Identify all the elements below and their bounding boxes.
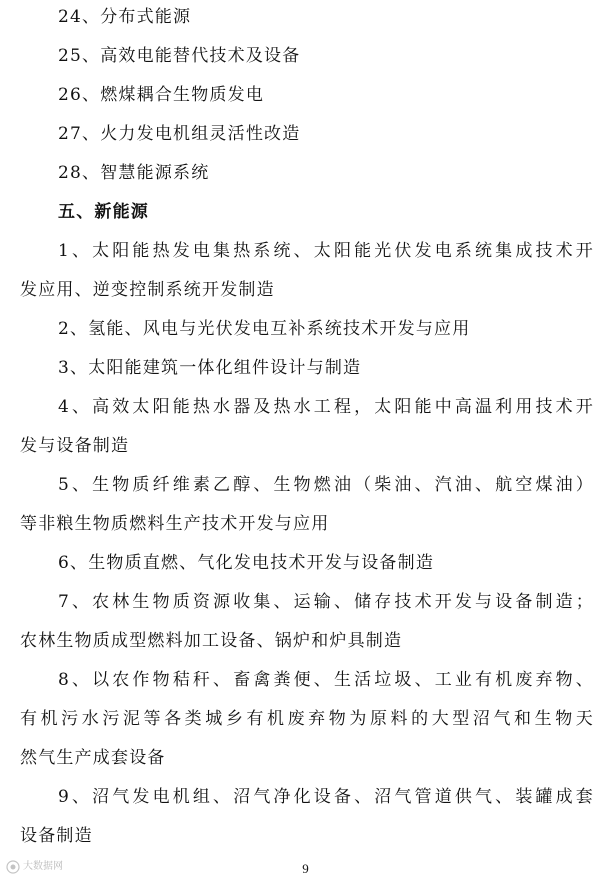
paragraph-line: 2、氢能、风电与光伏发电互补系统技术开发与应用 — [58, 319, 471, 339]
paragraph-line: 发应用、逆变控制系统开发制造 — [20, 280, 275, 300]
paragraph-line: 7、农林生物质资源收集、运输、储存技术开发与设备制造； — [58, 592, 594, 612]
paragraph-line: 有机污水污泥等各类城乡有机废弃物为原料的大型沼气和生物天 — [20, 709, 594, 729]
paragraph-line: 发与设备制造 — [20, 436, 130, 456]
paragraph-line: 然气生产成套设备 — [20, 748, 166, 768]
list-item: 28、智慧能源系统 — [58, 163, 210, 183]
paragraph-line: 1、太阳能热发电集热系统、太阳能光伏发电系统集成技术开 — [58, 241, 594, 261]
paragraph-line: 4、高效太阳能热水器及热水工程，太阳能中高温利用技术开 — [58, 397, 594, 417]
paragraph-line: 等非粮生物质燃料生产技术开发与应用 — [20, 514, 330, 534]
paragraph-line: 设备制造 — [20, 826, 93, 846]
paragraph-line: 5、生物质纤维素乙醇、生物燃油（柴油、汽油、航空煤油） — [58, 475, 594, 495]
paragraph-line: 农林生物质成型燃料加工设备、锅炉和炉具制造 — [20, 631, 403, 651]
page-number: 9 — [302, 861, 309, 876]
list-item: 26、燃煤耦合生物质发电 — [58, 85, 265, 105]
paragraph-line: 8、以农作物秸秆、畜禽粪便、生活垃圾、工业有机废弃物、 — [58, 670, 594, 690]
list-item: 25、高效电能替代技术及设备 — [58, 46, 301, 66]
paragraph-line: 3、太阳能建筑一体化组件设计与制造 — [58, 358, 362, 378]
section-heading: 五、新能源 — [58, 202, 149, 222]
paragraph-line: 6、生物质直燃、气化发电技术开发与设备制造 — [58, 553, 435, 573]
paragraph-line: 9、沼气发电机组、沼气净化设备、沼气管道供气、装罐成套 — [58, 787, 594, 807]
list-item: 24、分布式能源 — [58, 7, 192, 27]
list-item: 27、火力发电机组灵活性改造 — [58, 124, 301, 144]
watermark-text: 大数据网 — [23, 861, 63, 872]
